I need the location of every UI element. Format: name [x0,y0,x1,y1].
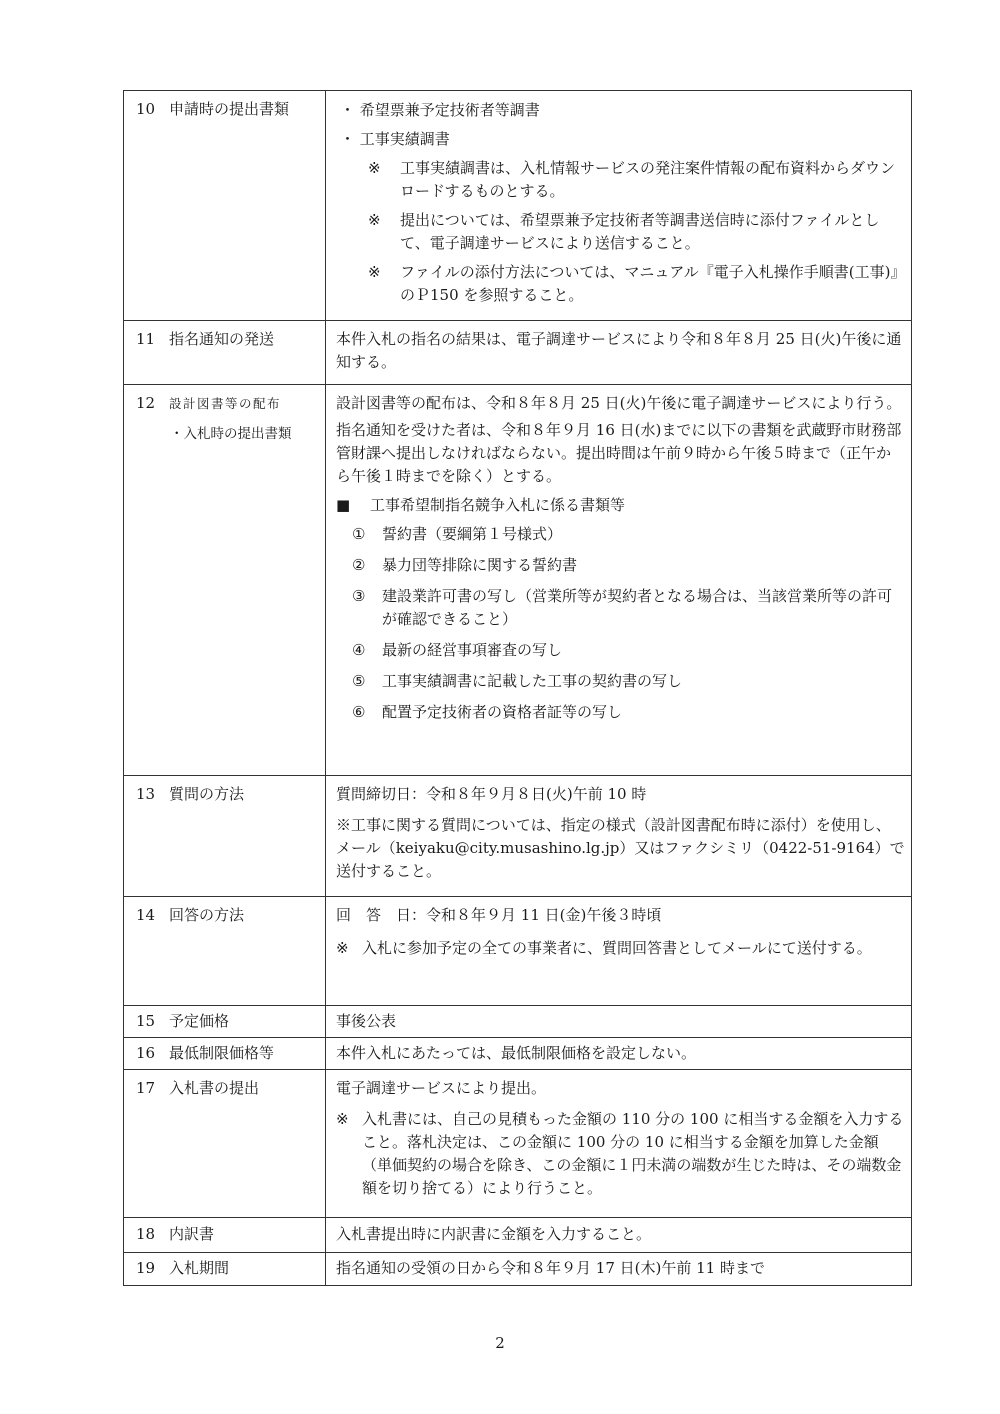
row-label-text: 入札期間 [169,1259,230,1277]
table-row [124,1006,912,1038]
table-row [124,1253,912,1286]
note [368,157,905,203]
table-row [124,1218,912,1253]
row-content [326,1038,912,1070]
row-label [124,385,326,776]
row-label [124,1038,326,1070]
table-row [124,897,912,1006]
row-label-text: 内訳書 [169,1225,215,1243]
row-content [326,321,912,385]
row-text: 入札書提出時に内訳書に金額を入力すること。 [336,1225,652,1243]
row-content [326,1006,912,1038]
row-label-text: 申請時の提出書類 [169,100,290,118]
item-mark: ③ [352,587,366,605]
row-number: 17 [136,1079,156,1097]
row-number: 15 [136,1012,156,1030]
table-row [124,776,912,897]
note [336,1108,905,1200]
note-text: 入札書には、自己の見積もった金額の 110 分の 100 に相当する金額を入力すること。落札決定は、この金額に 100 分の 10 に相当する金額を加算した金額（単価契約の場合を除き、この金額に１円未満の端数が生じた時は、その端数金額を切り捨てる）により行うこと。 [362,1110,904,1197]
note [368,209,905,255]
item-text: 工事実績調書に記載した工事の契約書の写し [382,672,683,690]
row-number: 10 [136,100,156,118]
item-mark: ① [352,525,366,543]
row-label-text-2: ・入札時の提出書類 [170,426,292,442]
row-label [124,1253,326,1286]
row-content [326,1253,912,1286]
row-text: 電子調達サービスにより提出。 [336,1079,547,1097]
row-content [326,385,912,776]
paragraph: 指名通知を受けた者は、令和８年９月 16 日(水)までに以下の書類を武蔵野市財務部管財課へ提出しなければならない。提出時間は午前９時から午後５時まで（正午から午後１時までを除く）とする。 [336,421,902,485]
row-content [326,1070,912,1218]
list-item [352,523,905,546]
row-content [326,776,912,897]
item-mark: ⑤ [352,672,366,690]
row-label [124,1218,326,1253]
list-item [352,554,905,577]
row-number: 14 [136,906,156,924]
section-heading [336,494,905,517]
note-text: 提出については、希望票兼予定技術者等調書送信時に添付ファイルとして、電子調達サービスにより送信すること。 [400,211,880,252]
row-label-text: 質問の方法 [169,785,245,803]
row-text: 質問締切日：令和８年９月８日(火)午前 10 時 [336,785,647,803]
row-label-text: 設計図書等の配布 [169,396,282,411]
row-label [124,776,326,897]
note-text: ※工事に関する質問については、指定の様式（設計図書配布時に添付）を使用し、メール（keiyaku@city.musashino.lg.jp）又はファクシミリ（0422-51-9164）で送付すること。 [336,816,905,880]
row-number: 11 [136,330,156,348]
row-text: 本件入札の指名の結果は、電子調達サービスにより令和８年８月 25 日(火)午後に通知する。 [336,330,902,371]
row-content [326,91,912,321]
list-item [352,585,905,631]
list-item [352,701,905,724]
row-label-text: 最低制限価格等 [169,1044,275,1062]
row-number: 13 [136,785,156,803]
note-text: 工事実績調書は、入札情報サービスの発注案件情報の配布資料からダウンロードするものとする。 [400,159,896,200]
table-row [124,321,912,385]
section-heading-text: 工事希望制指名競争入札に係る書類等 [369,496,625,514]
table-row [124,1038,912,1070]
row-label-text: 指名通知の発送 [169,330,275,348]
row-label [124,321,326,385]
paragraph: 設計図書等の配布は、令和８年８月 25 日(火)午後に電子調達サービスにより行う。 [336,394,902,412]
spec-table [123,90,912,1286]
item-text: 建設業許可書の写し（営業所等が契約者となる場合は、当該営業所等の許可が確認できること） [382,587,893,628]
note-mark: ※ [368,263,381,281]
row-number: 16 [136,1044,156,1062]
row-text: 事後公表 [336,1012,397,1030]
item-text: 配置予定技術者の資格者証等の写し [382,703,623,721]
bullet-item: ・ 希望票兼予定技術者等調書 [340,101,540,119]
row-label-text: 入札書の提出 [169,1079,260,1097]
square-mark: ■ [336,496,351,514]
item-mark: ④ [352,641,366,659]
item-mark: ② [352,556,366,574]
table-row [124,385,912,776]
list-item [352,639,905,662]
note-mark: ※ [368,159,381,177]
row-label [124,897,326,1006]
row-number: 18 [136,1225,156,1243]
note [336,937,905,960]
row-number: 12 [136,394,156,412]
item-text: 誓約書（要綱第１号様式） [382,525,563,543]
list-item [352,670,905,693]
note-text: 入札に参加予定の全ての事業者に、質問回答書としてメールにて送付する。 [362,939,872,957]
row-content [326,1218,912,1253]
row-text: 本件入札にあたっては、最低制限価格を設定しない。 [336,1044,697,1062]
row-label [124,91,326,321]
note-mark: ※ [336,939,349,957]
row-label [124,1006,326,1038]
note-mark: ※ [368,211,381,229]
page-number: 2 [495,1334,505,1352]
note-text: ファイルの添付方法については、マニュアル『電子入札操作手順書(工事)』のＰ150 を参照すること。 [400,263,899,304]
table-row [124,1070,912,1218]
row-number: 19 [136,1259,156,1277]
item-text: 最新の経営事項審査の写し [382,641,563,659]
row-label-text: 予定価格 [169,1012,230,1030]
note [368,261,905,307]
row-label [124,1070,326,1218]
item-mark: ⑥ [352,703,366,721]
bullet-item: ・ 工事実績調書 [340,130,450,148]
row-text: 指名通知の受領の日から令和８年９月 17 日(木)午前 11 時まで [336,1259,765,1277]
item-text: 暴力団等排除に関する誓約書 [382,556,578,574]
table-row [124,91,912,321]
note-mark: ※ [336,1110,349,1128]
row-text: 回 答 日：令和８年９月 11 日(金)午後３時頃 [336,906,662,924]
row-content [326,897,912,1006]
row-label-text: 回答の方法 [169,906,245,924]
